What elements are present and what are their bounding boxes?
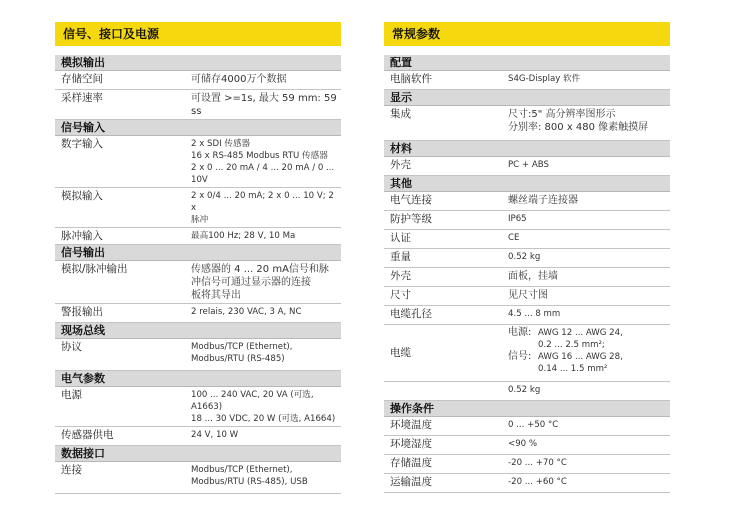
section-heading: 数据接口: [55, 446, 341, 462]
spec-row: [55, 304, 341, 323]
spec-row: [384, 268, 670, 287]
spec-value: 0.52 kg: [508, 385, 541, 395]
spec-row: [55, 462, 341, 494]
spec-label: 认证: [390, 232, 411, 244]
spec-row: [55, 188, 341, 228]
spec-label: 协议: [61, 341, 82, 353]
spec-row: [55, 261, 341, 304]
section-heading: 模拟输出: [55, 55, 341, 71]
section-heading: 显示: [384, 90, 670, 106]
spec-label: 环境湿度: [390, 438, 432, 450]
cable-spec-value: AWG 12 ... AWG 24, 0.2 ... 2.5 mm²;: [538, 328, 623, 350]
cable-spec: [508, 351, 666, 375]
spec-value: 0.52 kg: [508, 252, 541, 262]
section-heading: 电气参数: [55, 371, 341, 387]
spec-table: [55, 55, 341, 494]
spec-label: 电缆孔径: [390, 308, 432, 320]
spec-label: 电气连接: [390, 194, 432, 206]
spec-row: [384, 474, 670, 493]
spec-label: 电缆: [390, 347, 411, 359]
spec-value: 2 relais, 230 VAC, 3 A, NC: [191, 307, 302, 317]
panel-title: 常规参数: [384, 22, 670, 46]
spec-value: 24 V, 10 W: [191, 430, 239, 440]
spec-value: 0 ... +50 °C: [508, 420, 559, 430]
spec-label: 电脑软件: [390, 73, 432, 85]
section-heading: 信号输出: [55, 245, 341, 261]
section-heading: 信号输入: [55, 120, 341, 136]
spec-label: 存储温度: [390, 457, 432, 469]
general-parameters-panel: [384, 22, 670, 493]
section-heading: 配置: [384, 55, 670, 71]
spec-label: 存储空间: [61, 73, 103, 85]
spec-row: [55, 71, 341, 90]
spec-value: 最高100 Hz; 28 V, 10 Ma: [191, 231, 296, 241]
spec-row: [384, 382, 670, 401]
cable-spec-label: 电源:: [508, 327, 532, 338]
spec-value: 见尺寸图: [508, 290, 548, 301]
signal-interface-power-panel: [55, 22, 341, 494]
cable-spec: [508, 327, 666, 351]
spec-row: [55, 387, 341, 427]
spec-value: -20 ... +60 °C: [508, 477, 567, 487]
spec-row: [55, 427, 341, 446]
spec-row: [55, 90, 341, 120]
spec-value: PC + ABS: [508, 160, 549, 170]
spec-value: -20 ... +70 °C: [508, 458, 567, 468]
section-heading: 现场总线: [55, 323, 341, 339]
spec-label: 传感器供电: [61, 429, 114, 441]
spec-value: 面板，挂墙: [508, 271, 558, 282]
section-heading: 操作条件: [384, 401, 670, 417]
spec-value: [508, 325, 670, 381]
spec-value: 螺丝端子连接器: [508, 195, 578, 206]
spec-row: [55, 136, 341, 188]
spec-label: 运输温度: [390, 476, 432, 488]
spec-row: [384, 417, 670, 436]
spec-value: 2 x SDI 传感器 16 x RS-485 Modbus RTU 传感器 2 x 0 ... 20 mA / 4 ... 20 mA / 0 ... 10V: [191, 139, 335, 185]
spec-value: 100 ... 240 VAC, 20 VA (可选, A1663) 18 ... 30 VDC, 20 W (可选, A1664): [191, 390, 336, 424]
spec-value: 传感器的 4 ... 20 mA信号和脉 冲信号可通过显示器的连接 板将其导出: [191, 264, 329, 301]
spec-row: [384, 230, 670, 249]
spec-label: 电源: [61, 389, 82, 401]
spec-label: 重量: [390, 251, 411, 263]
spec-row: [384, 106, 670, 141]
spec-value: Modbus/TCP (Ethernet), Modbus/RTU (RS-485), USB: [191, 465, 308, 487]
cable-spec-label: 信号:: [508, 351, 532, 362]
spec-row: [384, 249, 670, 268]
spec-row: [384, 192, 670, 211]
spec-row: [384, 157, 670, 176]
spec-label: 模拟/脉冲输出: [61, 263, 128, 275]
spec-row: [55, 339, 341, 371]
spec-value: 4.5 ... 8 mm: [508, 309, 561, 319]
spec-label: 采样速率: [61, 92, 103, 104]
spec-label: 脉冲输入: [61, 230, 103, 242]
spec-value: Modbus/TCP (Ethernet), Modbus/RTU (RS-485): [191, 342, 293, 364]
panel-title: 信号、接口及电源: [55, 22, 341, 46]
spec-label: 集成: [390, 108, 411, 120]
spec-value: CE: [508, 233, 520, 243]
spec-value: 可设置 >=1s, 最大 59 mm: 59 ss: [191, 93, 337, 117]
spec-row: [384, 325, 670, 382]
cable-spec-value: AWG 16 ... AWG 28, 0.14 ... 1.5 mm²: [538, 352, 623, 374]
spec-label: 防护等级: [390, 213, 432, 225]
spec-label: 外壳: [390, 270, 411, 282]
section-heading: 其他: [384, 176, 670, 192]
spec-value: 2 x 0/4 ... 20 mA; 2 x 0 ... 10 V; 2 x 脉冲: [191, 191, 334, 225]
spec-label: 连接: [61, 464, 82, 476]
spec-table: [384, 55, 670, 493]
spec-label: 环境温度: [390, 419, 432, 431]
section-heading: 材料: [384, 141, 670, 157]
spec-row: [55, 228, 341, 245]
spec-value: IP65: [508, 214, 527, 224]
spec-label: 外壳: [390, 159, 411, 171]
spec-label: 尺寸: [390, 289, 411, 301]
spec-label: [384, 382, 508, 400]
spec-row: [384, 71, 670, 90]
spec-row: [384, 287, 670, 306]
spec-row: [384, 455, 670, 474]
spec-row: [384, 211, 670, 230]
spec-row: [384, 436, 670, 455]
spec-value: 可储存4000万个数据: [191, 74, 287, 85]
spec-value: S4G-Display 软件: [508, 74, 581, 84]
spec-label: 数字输入: [61, 138, 103, 150]
spec-label: 警报输出: [61, 306, 103, 318]
spec-row: [384, 306, 670, 325]
spec-label: 模拟输入: [61, 190, 103, 202]
spec-value: <90 %: [508, 439, 538, 449]
spec-value: 尺寸:5" 高分辨率图形示 分别率: 800 x 480 像素触摸屏: [508, 109, 649, 133]
